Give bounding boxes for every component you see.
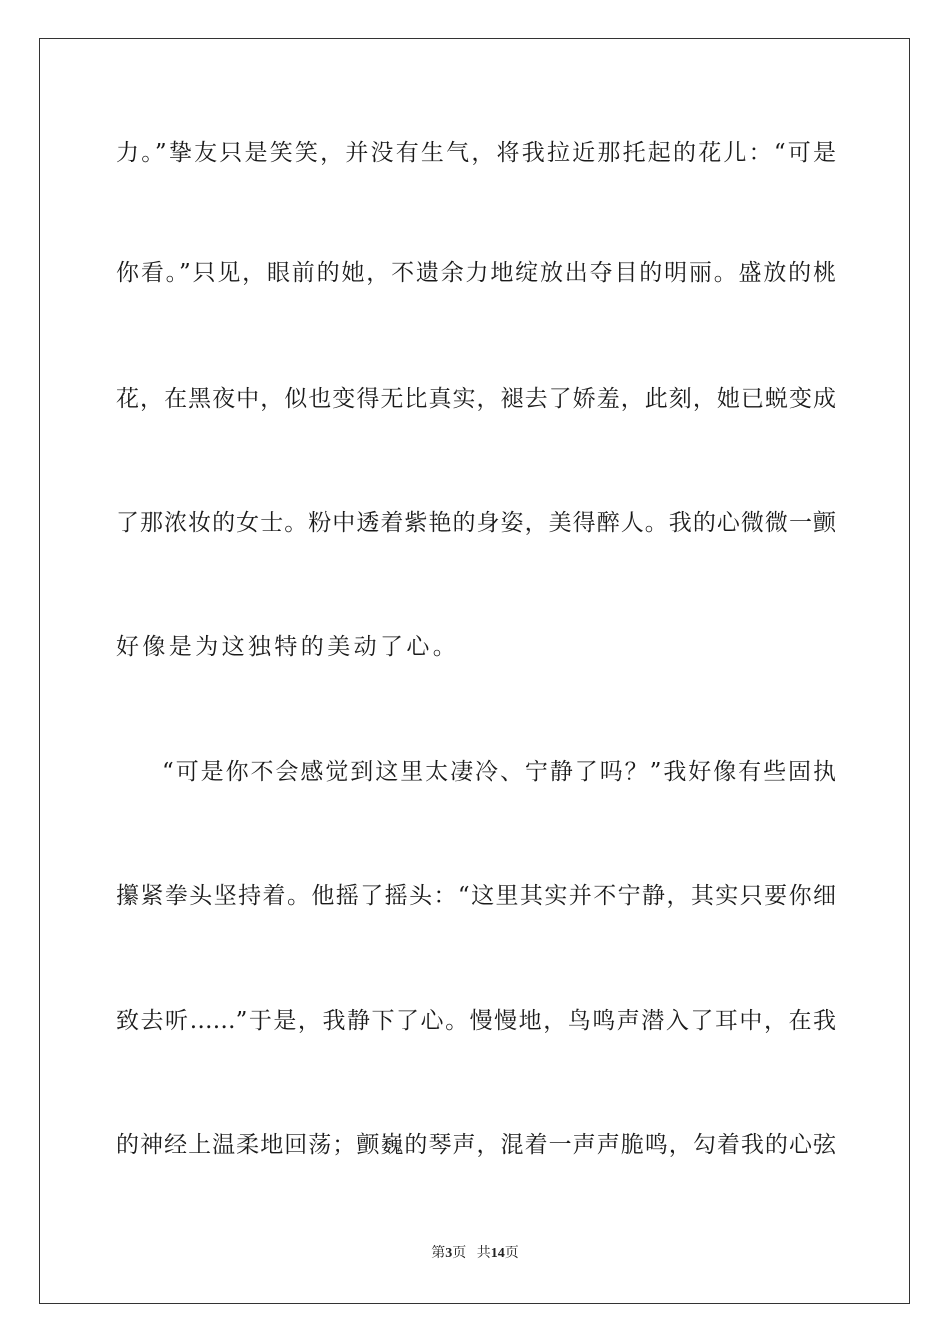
paragraph-line-9: 的神经上温柔地回荡；颤巍的琴声，混着一声声脆鸣，勾着我的心弦 [116, 1132, 836, 1158]
total-label-suffix: 页 [504, 1246, 519, 1261]
paragraph-line-3: 花，在黑夜中，似也变得无比真实，褪去了娇羞，此刻，她已蜕变成 [116, 386, 836, 412]
paragraph-line-6: “可是你不会感觉到这里太凄冷、宁静了吗？”我好像有些固执 [162, 759, 836, 785]
page-border [39, 38, 910, 1304]
page-label-suffix: 页 [452, 1246, 467, 1261]
page-number-footer [0, 1244, 950, 1264]
paragraph-line-1: 力。”挚友只是笑笑，并没有生气，将我拉近那托起的花儿：“可是 [116, 140, 836, 166]
paragraph-line-7: 攥紧拳头坚持着。他摇了摇头：“这里其实并不宁静，其实只要你细 [116, 883, 836, 909]
paragraph-line-8: 致去听……”于是，我静下了心。慢慢地，鸟鸣声潜入了耳中，在我 [116, 1008, 836, 1034]
paragraph-line-5: 好像是为这独特的美动了心。 [116, 634, 460, 660]
current-page-number: 3 [445, 1246, 453, 1261]
page-label-prefix: 第 [431, 1246, 446, 1261]
total-page-number: 14 [490, 1246, 505, 1261]
paragraph-line-4: 了那浓妆的女士。粉中透着紫艳的身姿，美得醉人。我的心微微一颤 [116, 510, 836, 536]
paragraph-line-2: 你看。”只见，眼前的她，不遗余力地绽放出夺目的明丽。盛放的桃 [116, 260, 836, 286]
total-label-prefix: 共 [476, 1246, 491, 1261]
